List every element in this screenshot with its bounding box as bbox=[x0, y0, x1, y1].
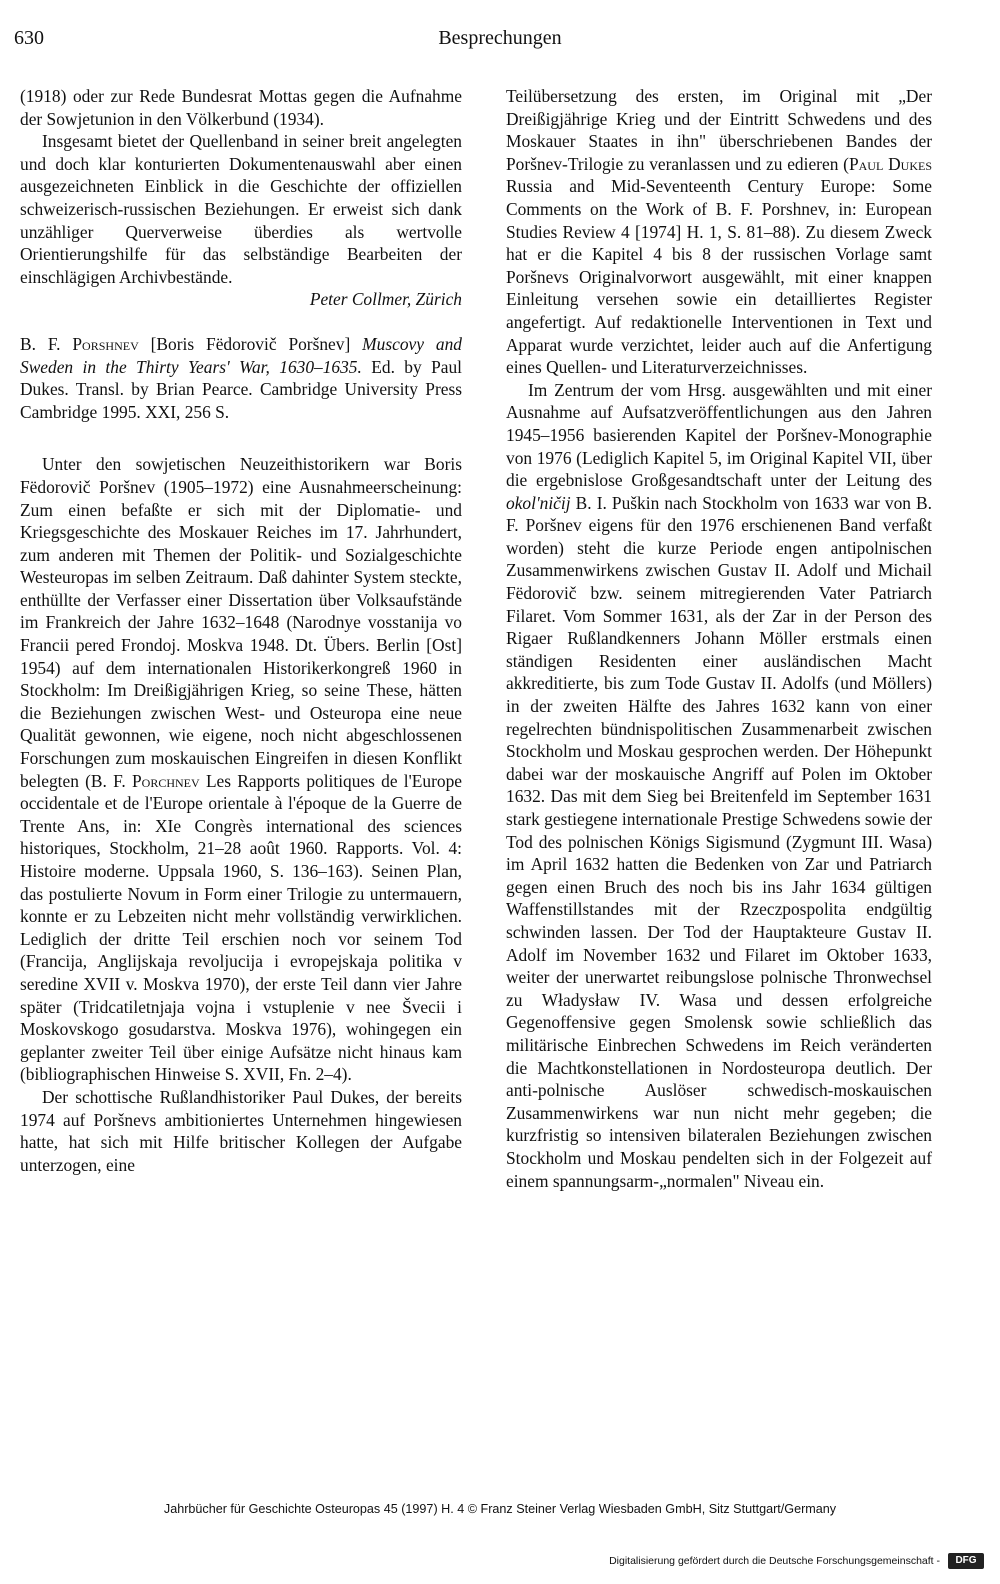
paragraph: Insgesamt bietet der Quellenband in seiner breit angelegten und doch klar konturierten Dokumentenauswahl aber einen ausgezeichneten Einblick in die Geschichte der offiziellen schweizerisch-russischen Beziehungen. Er erweist sich dank unzähliger Querverweise überdies als wertvolle Orientierungshilfe für das selbständige Bearbeiten der einschlägigen Archivbestände. bbox=[20, 131, 462, 287]
italic-term: okol'ničij bbox=[506, 492, 571, 513]
running-head: Besprechungen bbox=[438, 27, 562, 49]
paragraph bbox=[506, 379, 932, 1192]
paragraph: Der schottische Rußlandhistoriker Paul Dukes, der bereits 1974 auf Poršnevs ambitioniertes Unternehmen hingewiesen hatte, hat sich mit Hilfe britischer Kollegen der Aufgabe unterzogen, eine bbox=[20, 1086, 462, 1175]
book-details: Ed. by Paul Dukes. Transl. by Brian Pearce. Cambridge University Press Cambridge 1995. XXI, 256 S. bbox=[20, 356, 462, 422]
paragraph: (1918) oder zur Rede Bundesrat Mottas gegen die Aufnahme der Sowjetunion in den Völkerbund (1934). bbox=[20, 86, 462, 129]
text-run: B. I. Puškin nach Stockholm von 1633 war von B. F. Poršnev eigens für den 1976 erschienenen Band verfaßt worden) steht die kurze Periode engen antipolnischen Zusammenwirkens zwischen Gustav II. Adolf und Michail Fëdorovič bzw. seinem mitregierenden Vater Patriarch Filaret. Vom Sommer 1631, als der Zar in der Person des Rigaer Rußlandkenners Johann Möller erstmals einen ständigen Residenten einer ausländischen Macht akkreditierte, bis zum Tode Gustav II. Adolfs (und Möllers) in der zweiten Hälfte des Jahres 1632 kann von einer regelrechten bündnispolitischen Zusammenarbeit zwischen Stockholm und Moskau gesprochen werden. Der Höhepunkt dabei war der moskauische Angriff auf Polen im Oktober 1632. Das mit dem Sieg bei Breitenfeld im September 1631 stark gestiegene internationale Prestige Schwedens sowie der Tod des polnischen Königs Sigismund (Zygmunt III. Wasa) im April 1632 hatten die Bedenken von Zar und Patriarch gegen einen Bruch des noch bis ins Jahr 1634 gültigen Waffenstillstandes mit der Rzeczpospolita endgültig schwinden lassen. Der Tod der Hauptakteure Gustav II. Adolf im November 1632 und Filaret im Oktober 1633, weiter der unerwartet reibungslose polnische Thronwechsel zu Władysław IV. Wasa und dessen erfolgreiche Gegenoffensive gegen Smolensk sowie schließlich das militärische Einbrechen Schwedens im Reich veränderten die Machtkonstellationen in Nordosteuropa deutlich. Der anti-polnische Auslöser schwedisch-moskauischen Zusammenwirkens war nun nicht mehr gegeben; die kurzfristig so intensiven bilateralen Beziehungen zwischen Stockholm und Moskau pendelten sich in der Folgezeit auf einem spannungsarm-„normalen" Niveau ein. bbox=[506, 492, 932, 1191]
book-title: Muscovy and Sweden in the Thirty Years' War, 1630–1635. bbox=[20, 333, 462, 377]
left-column bbox=[20, 85, 462, 1176]
text-run: Les Rapports politiques de l'Europe occidentale et de l'Europe orientale à l'époque de la Guerre de Trente Ans, in: XIe Congrès international des sciences historiques, Stockholm, 21–28 août 1960. Rapports. Vol. 4: Histoire moderne. Uppsala 1960, S. 136–163). Seinen Plan, das postulierte Novum in Form einer Trilogie zu untermauern, konnte er zu Lebzeiten nicht mehr vollständig verwirklichen. Lediglich der dritte Teil erschien noch vor seinem Tod (Francija, Anglijskaja revoljucija i evropejskaja politika v seredine XVII v. Moskva 1970), der erste Teil dann vier Jahre später (Tridcatiletnjaja vojna i vstuplenie v nee Švecii i Moskovskogo gosudarstva. Moskva 1976), wohingegen ein geplanter zweiter Teil über einige Aufsätze nicht hinaus kam (bibliographischen Hinweise S. XVII, Fn. 2–4). bbox=[20, 770, 462, 1085]
author-name: Paul Dukes bbox=[848, 153, 932, 174]
author-name: Porshnev bbox=[72, 333, 139, 354]
text-run: Unter den sowjetischen Neuzeithistorikern war Boris Fëdorovič Poršnev (1905–1972) eine Ausnahmeerscheinung: Zum einen befaßte er sich mit der Diplomatie- und Kriegsgeschichte des Moskauer Reiches im 17. Jahrhundert, zum anderen mit Themen der Politik- und Sozialgeschichte Westeuropas im selben Zeitraum. Daß dahinter System steckte, enthüllte der Verfasser einer Dissertation über Volksaufstände im Frankreich der Jahre 1632–1648 (Narodnye vosstanija vo Francii pered Frondoj. Moskva 1948. Dt. Übers. Berlin [Ost] 1954) auf dem internationalen Historikerkongreß 1960 in Stockholm: Im Dreißigjährigen Krieg, so seine These, hätten die Beziehungen zwischen West- und Osteuropa eine neue Qualität gewonnen, wie eigene, noch nicht abgeschlossenen Forschungen zum moskauischen Eingreifen in diesen Konflikt belegten (B. F. bbox=[20, 454, 462, 791]
page-number: 630 bbox=[14, 27, 44, 49]
digitization-note: Digitalisierung gefördert durch die Deutsche Forschungsgemeinschaft - bbox=[609, 1555, 940, 1567]
text-run: Im Zentrum der vom Hrsg. ausgewählten und mit einer Ausnahme auf Aufsatzveröffentlichungen aus den Jahren 1945–1956 basierenden Kapitel der Poršnev-Monographie von 1976 (Lediglich Kapitel 5, im Original Kapitel VII, über die ergebnislose Großgesandtschaft unter der Leitung des bbox=[506, 379, 932, 491]
author-name: Porchnev bbox=[132, 770, 200, 791]
text-run: Russia and Mid-Seventeenth Century Europe: Some Comments on the Work of B. F. Porshnev, in: European Studies Review 4 [1974] H. 1, S. 81–88). Zu diesem Zweck hat er die Kapitel 4 bis 8 der russischen Vorlage samt Poršnevs Originalvorwort ausgewählt, mit einer knappen Einleitung versehen sowie ein detailliertes Register angefertigt. Auf redaktionelle Interventionen in Text und Apparat wurde verzichtet, leider auch auf die Anfertigung eines Quellen- und Literaturverzeichnisses. bbox=[506, 176, 932, 378]
dfg-logo: DFG bbox=[948, 1553, 984, 1569]
footer-citation: Jahrbücher für Geschichte Osteuropas 45 (1997) H. 4 © Franz Steiner Verlag Wiesbaden GmbH, Sitz Stuttgart/Germany bbox=[163, 1502, 837, 1516]
bibliographic-entry bbox=[20, 333, 462, 423]
reviewer-signature: Peter Collmer, Zürich bbox=[309, 289, 462, 310]
right-column bbox=[506, 85, 932, 1192]
author-initials: B. F. bbox=[20, 333, 61, 354]
author-full-name: [Boris Fëdorovič Poršnev] bbox=[150, 333, 351, 354]
text-run: Teilübersetzung des ersten, im Original mit „Der Dreißigjährige Krieg und der Eintritt Schwedens und des Moskauer Staates in ihn" überschriebenen Bandes der Poršnev-Trilogie zu veranlassen und zu edieren ( bbox=[506, 86, 932, 174]
paragraph bbox=[506, 85, 932, 379]
paragraph bbox=[20, 453, 462, 1086]
